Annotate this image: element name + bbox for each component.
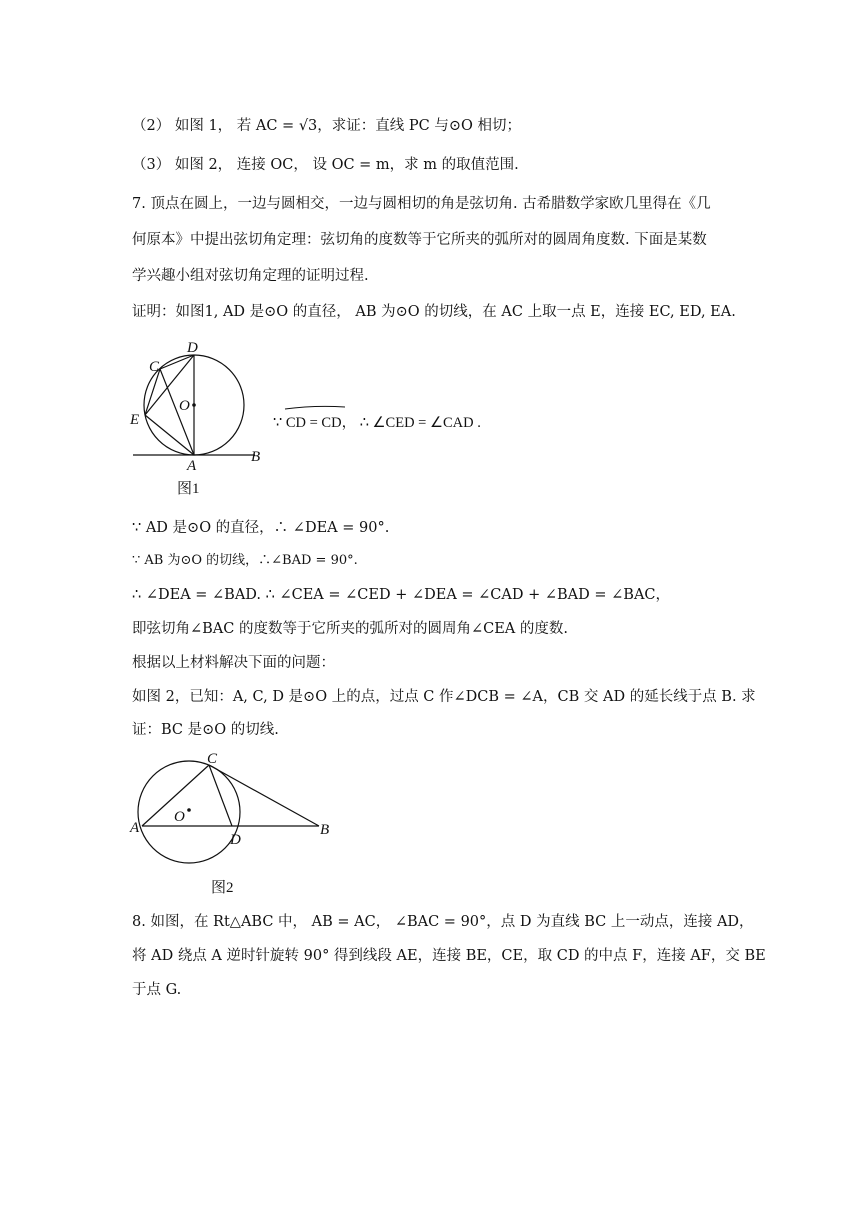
instruction: 根据以上材料解决下面的问题：: [132, 655, 335, 671]
problem-7-line-1: 7. 顶点在圆上，一边与圆相交，一边与圆相切的角是弦切角. 古希腊数学家欧几里得在《几: [132, 196, 711, 212]
fig2-label-d: D: [230, 832, 241, 848]
figure-2-diagram: [125, 748, 345, 896]
figure-1: [125, 335, 505, 500]
problem-figure2-line-2: 证：BC 是⊙O 的切线.: [132, 722, 279, 738]
proof-step-1: ∵ AD 是⊙O 的直径，∴ ∠DEA = 90°.: [132, 520, 390, 536]
fig1-label-b: B: [251, 449, 261, 465]
problem-8-line-2: 将 AD 绕点 A 逆时针旋转 90° 得到线段 AE，连接 BE，CE，取 CD 的中点 F，连接 AF，交 BE: [132, 948, 766, 964]
figure-1-arc-statement: ∵ CD = CD， ∴ ∠CED = ∠CAD .: [273, 415, 481, 431]
problem-figure2-line-1: 如图 2，已知：A, C, D 是⊙O 上的点，过点 C 作∠DCB = ∠A，CB 交 AD 的延长线于点 B. 求: [132, 689, 756, 705]
fig1-label-e: E: [130, 412, 140, 428]
question-part-2: （2） 如图 1， 若 AC = √3，求证：直线 PC 与⊙O 相切；: [132, 118, 521, 134]
proof-step-3: ∴ ∠DEA = ∠BAD. ∴ ∠CEA = ∠CED + ∠DEA = ∠CAD + ∠BAD = ∠BAC，: [132, 587, 671, 603]
fig1-label-a: A: [187, 458, 197, 474]
problem-8-line-1: 8. 如图，在 Rt△ABC 中， AB = AC， ∠BAC = 90°，点 D 为直线 BC 上一动点，连接 AD，: [132, 914, 754, 930]
figure-1-caption: 图1: [177, 481, 200, 497]
fig2-label-c: C: [207, 751, 218, 767]
proof-conclusion: 即弦切角∠BAC 的度数等于它所夹的弧所对的圆周角∠CEA 的度数.: [132, 621, 568, 637]
proof-intro: 证明：如图1, AD 是⊙O 的直径， AB 为⊙O 的切线，在 AC 上取一点 E，连接 EC, ED, EA.: [132, 304, 736, 320]
figure-2-caption: 图2: [211, 880, 234, 896]
fig1-label-c: C: [149, 359, 160, 375]
problem-7-line-3: 学兴趣小组对弦切角定理的证明过程.: [132, 268, 369, 284]
fig2-label-a: A: [130, 820, 140, 836]
fig1-label-o: O: [179, 398, 190, 414]
question-part-3: （3） 如图 2， 连接 OC， 设 OC = m，求 m 的取值范围.: [132, 157, 519, 173]
fig2-label-o: O: [174, 809, 185, 825]
fig1-label-d: D: [187, 340, 198, 356]
problem-8-line-3: 于点 G.: [132, 982, 182, 998]
figure-2: [125, 748, 345, 896]
fig2-label-b: B: [320, 822, 330, 838]
problem-7-line-2: 何原本》中提出弦切角定理：弦切角的度数等于它所夹的弧所对的圆周角度数. 下面是某数: [132, 232, 707, 248]
proof-step-2: ∵ AB 为⊙O 的切线，∴∠BAD = 90°.: [132, 553, 358, 568]
